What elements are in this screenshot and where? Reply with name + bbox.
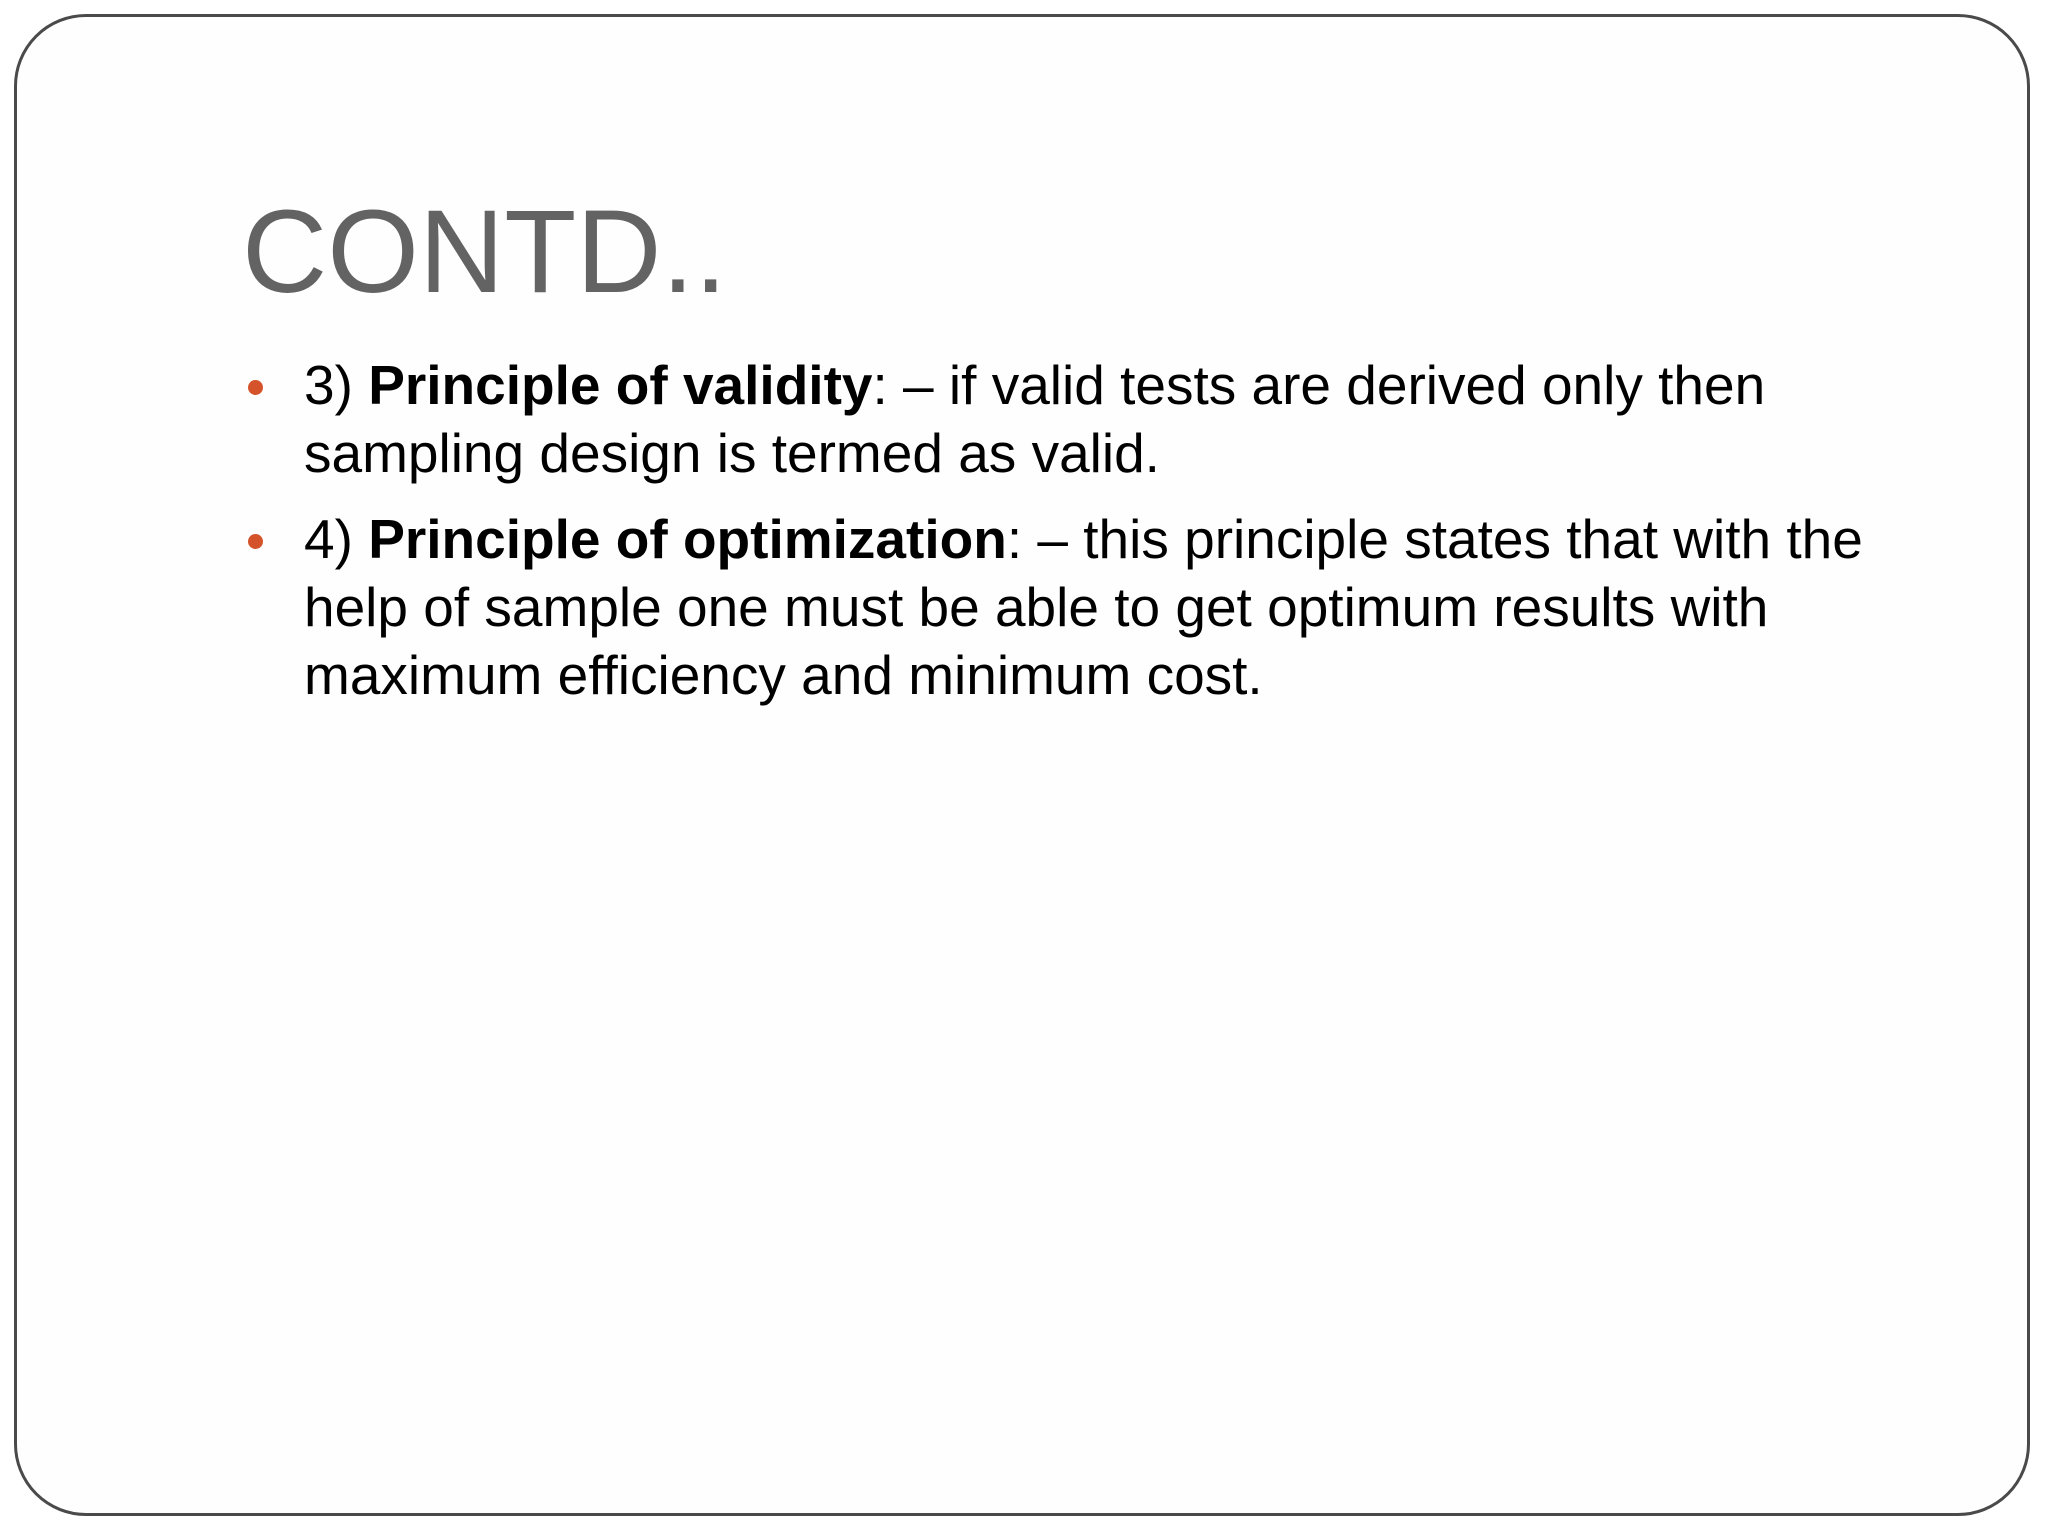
slide-frame <box>14 14 2030 1516</box>
bullet-description: : – if valid tests are derived only then sampling design is termed as valid. <box>304 354 1766 484</box>
slide-title: CONTD.. <box>242 186 728 318</box>
bullet-number: 4) <box>304 508 353 570</box>
bullet-number: 3) <box>304 354 353 416</box>
bullet-dot-icon <box>248 534 263 549</box>
bullet-text <box>304 508 1863 706</box>
bullet-term: Principle of validity <box>368 354 873 416</box>
bullet-list <box>242 351 1942 727</box>
bullet-term: Principle of optimization <box>368 508 1007 570</box>
list-item <box>242 351 1942 487</box>
bullet-text <box>304 354 1765 484</box>
list-item <box>242 505 1942 709</box>
bullet-dot-icon <box>248 380 263 395</box>
bullet-description: : – this principle states that with the help of sample one must be able to get optimum results with maximum efficiency and minimum cost. <box>304 508 1863 706</box>
